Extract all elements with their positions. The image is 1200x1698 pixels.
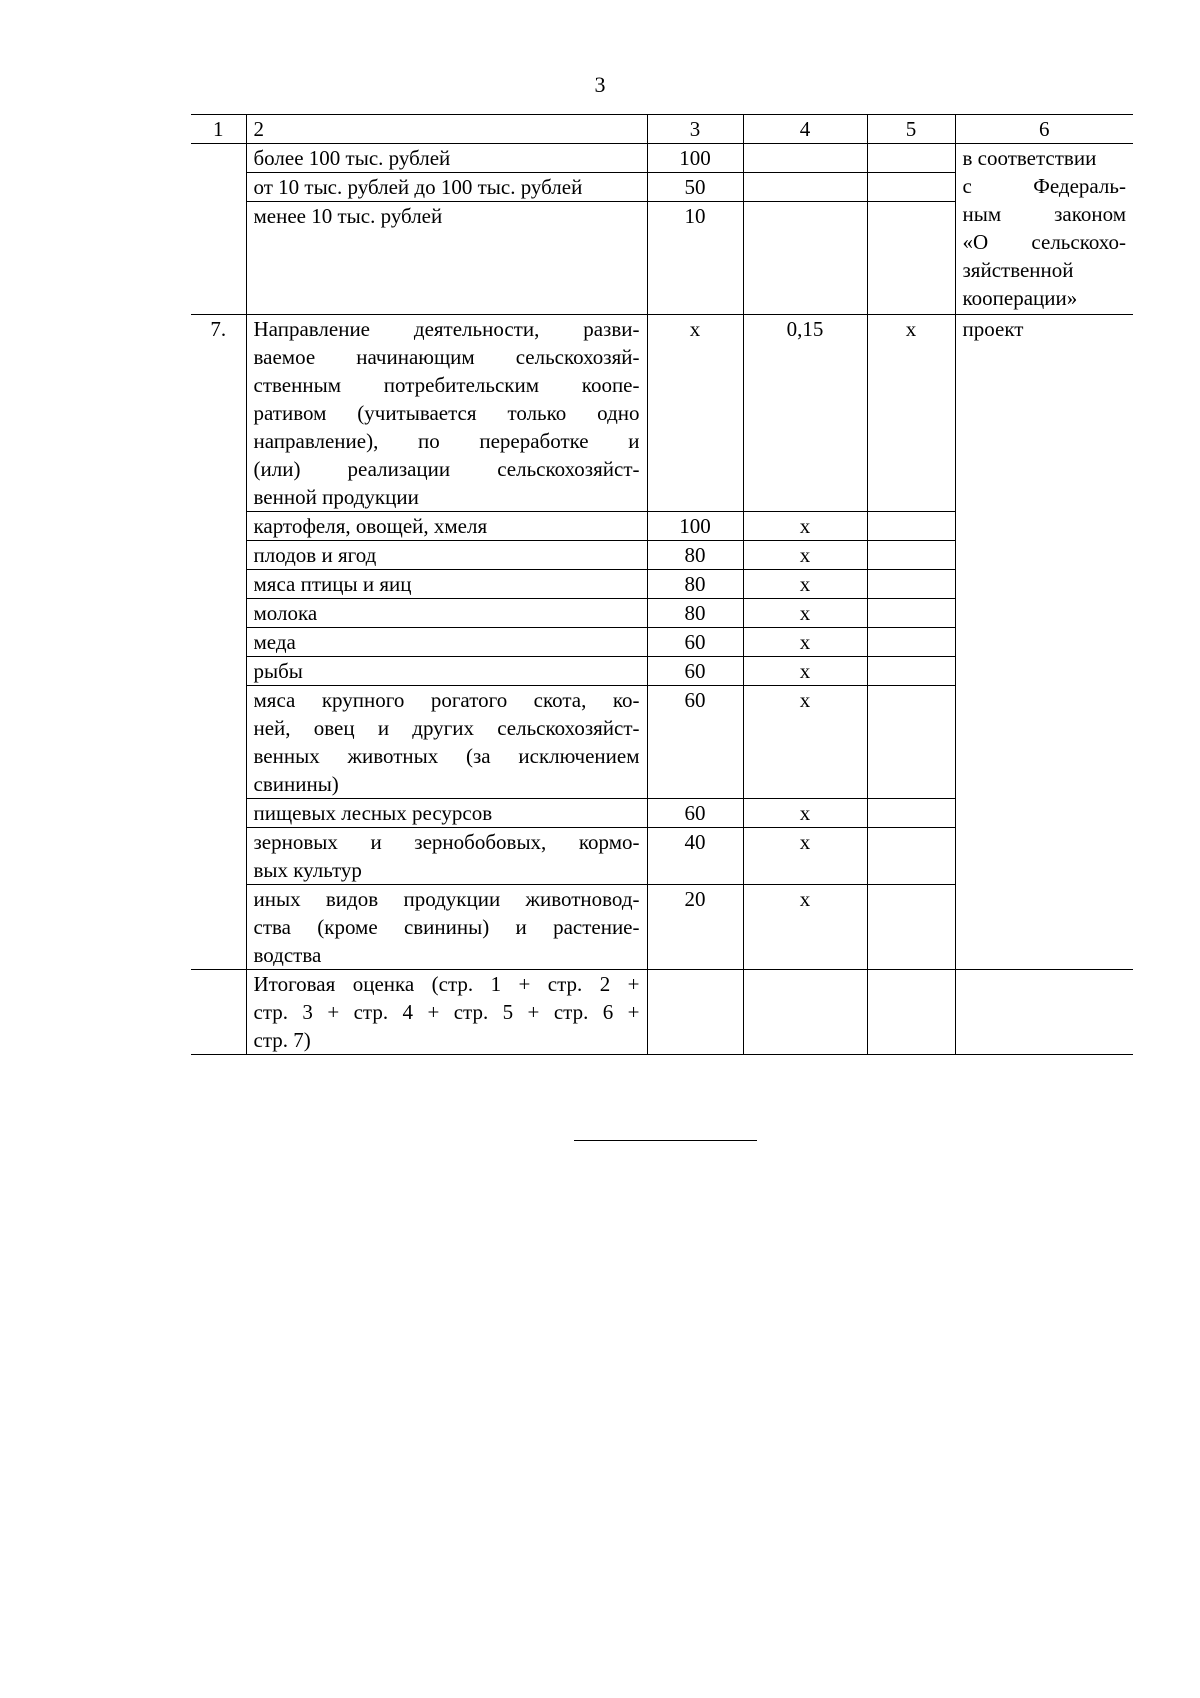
text-line: с Федераль- [962,174,1126,198]
text-line: ней, овец и других сельскохозяйст- [253,716,640,740]
criterion-label [246,144,647,173]
text-line: молока [253,601,318,625]
text-line: ваемое начинающим сельскохозяй- [253,345,640,369]
criterion-label [246,202,647,315]
text-line: более 100 тыс. рублей [253,146,451,170]
text-line: направление), по переработке и [253,429,640,453]
weight-cell [743,970,867,1055]
row-number-cell [191,970,246,1055]
value-cell [867,512,955,541]
score-cell: 10 [647,202,743,315]
text-line: свинины) [253,772,339,796]
weight-cell [743,144,867,173]
row-number-cell [191,144,246,315]
score-cell: 100 [647,144,743,173]
row-number-cell: 7. [191,315,246,970]
value-cell [867,970,955,1055]
weight-cell: х [743,541,867,570]
evaluation-table [191,114,1133,1055]
text-line: рыбы [253,659,303,683]
text-line: кооперации» [962,286,1078,310]
header-cell: 3 [647,115,743,144]
text-line: зяйственной [962,258,1074,282]
score-cell: 60 [647,686,743,799]
text-line: меда [253,630,296,654]
criterion-label [246,599,647,628]
criterion-label [246,799,647,828]
text-line: иных видов продукции животновод- [253,887,640,911]
text-line: стр. 7) [253,1028,311,1052]
score-cell: 80 [647,570,743,599]
score-cell: 60 [647,628,743,657]
weight-cell [743,173,867,202]
value-cell: х [867,315,955,512]
criterion-label [246,828,647,885]
criterion-label [246,512,647,541]
criterion-label [246,315,647,512]
header-cell: 5 [867,115,955,144]
text-line: стр. 3 + стр. 4 + стр. 5 + стр. 6 + [253,1000,640,1024]
text-line: венных животных (за исключением [253,744,640,768]
score-cell: х [647,315,743,512]
header-cell: 1 [191,115,246,144]
text-line: венной продукции [253,485,419,509]
score-cell: 60 [647,657,743,686]
value-cell [867,657,955,686]
weight-cell [743,202,867,315]
text-line: ным законом [962,202,1126,226]
source-cell [955,144,1133,315]
score-cell: 50 [647,173,743,202]
criterion-label [246,686,647,799]
total-row [191,970,1133,1055]
score-cell [647,970,743,1055]
header-cell: 4 [743,115,867,144]
text-line: мяса крупного рогатого скота, ко- [253,688,640,712]
header-row [191,115,1133,144]
text-line: пищевых лесных ресурсов [253,801,493,825]
weight-cell: х [743,512,867,541]
text-line: картофеля, овощей, хмеля [253,514,488,538]
weight-cell: х [743,628,867,657]
text-line: (или) реализации сельскохозяйст- [253,457,640,481]
value-cell [867,885,955,970]
text-line: «О сельскохо- [962,230,1126,254]
total-label [246,970,647,1055]
value-cell [867,686,955,799]
value-cell [867,628,955,657]
criterion-label [246,657,647,686]
weight-cell: х [743,657,867,686]
criterion-label [246,628,647,657]
text-line: менее 10 тыс. рублей [253,204,443,228]
source-cell: проект [955,315,1133,970]
score-cell: 80 [647,599,743,628]
source-cell [955,970,1133,1055]
score-cell: 100 [647,512,743,541]
score-cell: 20 [647,885,743,970]
criterion-label [246,173,647,202]
value-cell [867,599,955,628]
text-line: зерновых и зернобобовых, кормо- [253,830,640,854]
text-line: в соответствии [962,146,1097,170]
score-cell: 80 [647,541,743,570]
value-cell [867,828,955,885]
weight-cell: х [743,799,867,828]
header-cell: 2 [246,115,647,144]
score-cell: 60 [647,799,743,828]
weight-cell: х [743,686,867,799]
text-line: от 10 тыс. рублей до 100 тыс. рублей [253,175,583,199]
text-line: вых культур [253,858,362,882]
text-line: водства [253,943,322,967]
page-number: 3 [594,72,606,97]
value-cell [867,144,955,173]
text-line: плодов и ягод [253,543,377,567]
score-cell: 40 [647,828,743,885]
weight-cell: х [743,599,867,628]
criterion-label [246,570,647,599]
text-line: Итоговая оценка (стр. 1 + стр. 2 + [253,972,640,996]
value-cell [867,202,955,315]
table-row [191,144,1133,173]
criterion-label [246,885,647,970]
weight-cell: 0,15 [743,315,867,512]
criterion-label [246,541,647,570]
text-line: ративом (учитывается только одно [253,401,640,425]
value-cell [867,799,955,828]
weight-cell: х [743,828,867,885]
table-row [191,315,1133,512]
text-line: Направление деятельности, разви- [253,317,640,341]
text-line: ства (кроме свинины) и растение- [253,915,640,939]
end-rule [574,1140,757,1141]
weight-cell: х [743,570,867,599]
value-cell [867,173,955,202]
value-cell [867,541,955,570]
text-line: ственным потребительским коопе- [253,373,640,397]
weight-cell: х [743,885,867,970]
text-line: мяса птицы и яиц [253,572,412,596]
header-cell: 6 [955,115,1133,144]
value-cell [867,570,955,599]
